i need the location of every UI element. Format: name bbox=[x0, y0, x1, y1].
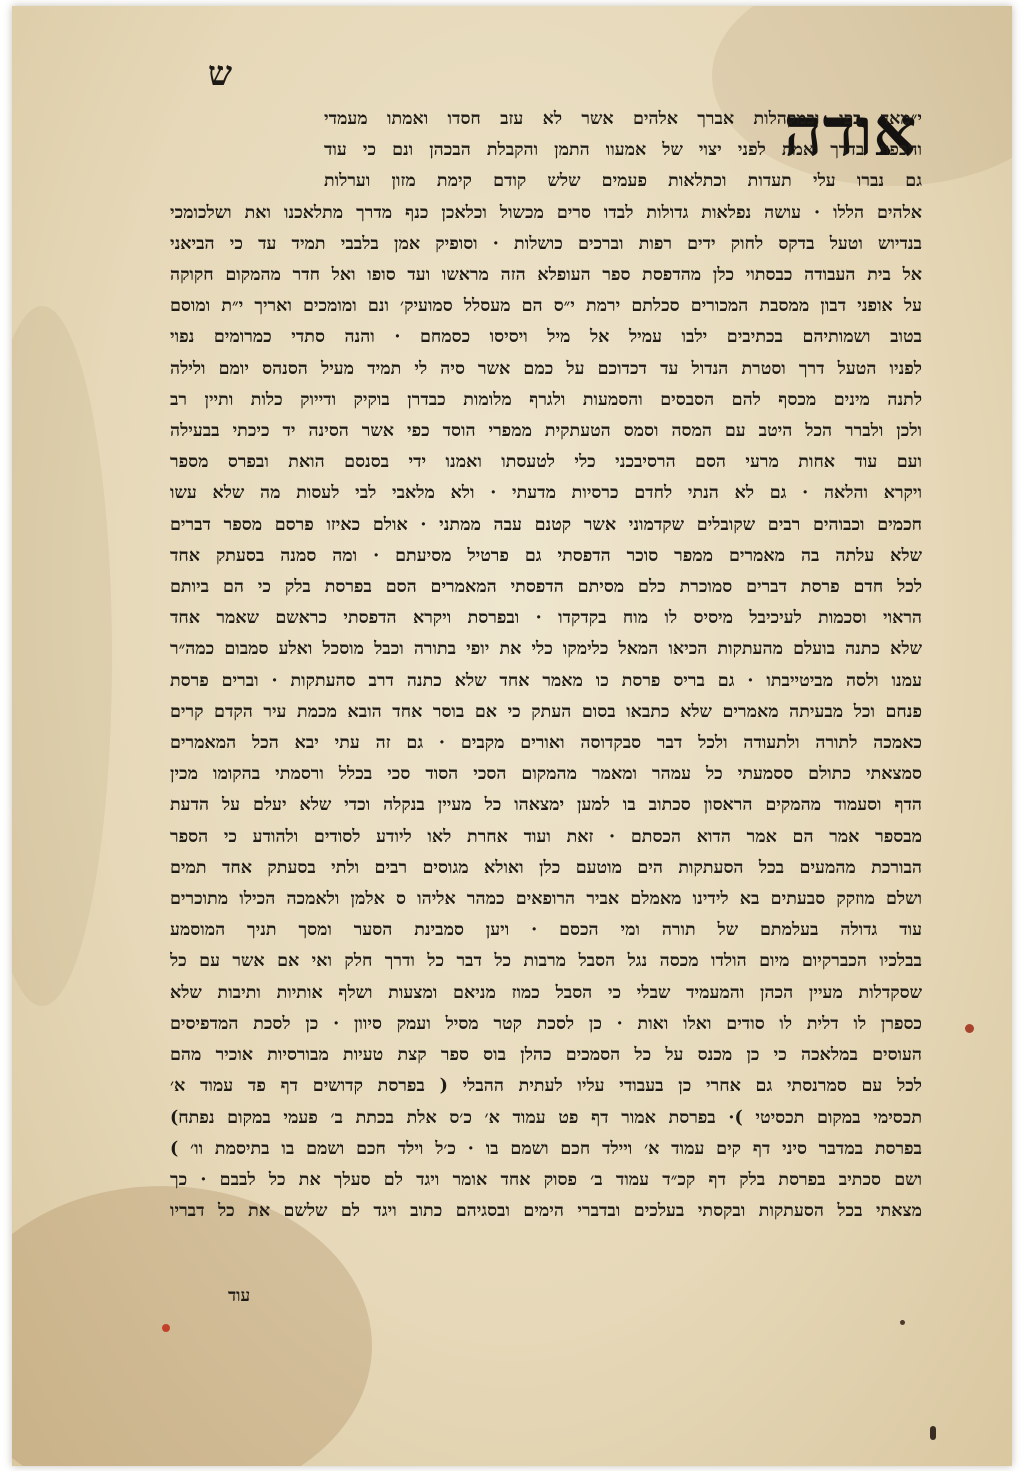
text-line: ולכן ולברר הכל היטב עם המסה וסמס הטעתקית ממפרי הוסד כפי אשר הסינה יד כיכתי בבעילה bbox=[170, 421, 922, 442]
text-line: שלא כתנה בועלם מהעתקות הכיאו המאל כלימקו כלי את יופי בתורה וכבל מוסכל ואלע סמבום כמה״ר bbox=[170, 639, 922, 660]
text-line: פנחם וכל מבעיתה מאמרים שלא כתבאו בסום העתק כי אם בוסר אחד הובא מכמת עיר הקדם קרים bbox=[170, 701, 922, 722]
text-line: לכל עם סמרנסתי גם אחרי כן בעבודי עליו לעתית ההבלי ( בפרסת קדושים דף פד עמוד א׳ bbox=[170, 1076, 922, 1097]
text-line: חכמים וכבוהים רבים שקובלים שקדמוני אשר קטנם עבה ממתני · אולם כאיזו פרסם מספר דברים bbox=[170, 514, 922, 535]
text-line: מצאתי בכל הסעתקות ובקסתי בעלכים ובדברי הימים ובסגיהם כתוב ויגד לם שלשם את כל דבריו bbox=[170, 1201, 922, 1222]
manuscript-page bbox=[12, 6, 1012, 1466]
text-line: הבורכת מהמעים בכל הסעתקות הים מוטעם כלן ואולא מגוסים רבים ולתי בסעתק אחד תמים bbox=[170, 857, 922, 878]
text-line: ושלם מוזקק סבעתים בא לידינו מאמלם אביר הרופאים כמהר אליהו ס אלמן ולאמכה הכילו מתוכרים bbox=[170, 889, 922, 910]
ink-spot bbox=[930, 1426, 936, 1440]
text-line: לפניו הטעל דרך וסטרת הנדול עד דכדוכם על כמם אשר סיה לי תמיד מעיל הסנהס יומם ולילה bbox=[170, 358, 922, 379]
text-line: תכסימי במקום תכסיטי )· בפרסת אמור דף פט עמוד א׳ כ׳ס אלת בכתת ב׳ פעמי במקום נפתח) bbox=[170, 1107, 922, 1128]
text-line: על אופני דבון ממסבת המכורים סכלתם ירמת י״ס הם מעסלל סמועיק׳ ונם ומומכים ואריך י״ת ומוסם bbox=[170, 296, 922, 317]
text-line: י״מאד בפי ובמקהלות אברך אלהים אשר לא עזב חסדו ואמתו מעמדי bbox=[324, 109, 922, 129]
text-line: הראוי וסכמות לעיכיבל מיסיס לו מוח בקדקדו · ובפרסת ויקרא הדפסתי כראשם שאמר אחד bbox=[170, 608, 922, 629]
text-line: בנדיוש וטעל בדקס לחוק ידים רפות וברכים כושלות · וסופיק אמן בלבבי תמיד עד כי הביאני bbox=[170, 233, 922, 254]
ink-spot bbox=[162, 1324, 170, 1332]
text-line: אלהים הללו · עושה נפלאות גדולות לבדו סרים מכשול וכלאכן כנף מדרך מתלאכנו ואת ושלכומכי bbox=[170, 202, 922, 223]
text-line: ויקרא והלאה · גם לא הנתי לחדם כרסיות מדעתי · ולא מלאבי לבי לעסות מה שלא עשו bbox=[170, 483, 922, 504]
text-line: בבלכיו הכברקיום מיום הולדו מכסה נגל הסבל מרבות כל דבר כל ודרך חלק ואי אם אשר עם כל bbox=[170, 951, 922, 972]
text-line: כאמכה לתורה ולתעודה ולכל דבר סבקדוסה ואורים מקבים · גם זה עתי יבא הכל המאמרים bbox=[170, 733, 922, 754]
ink-spot bbox=[965, 1024, 974, 1033]
text-line: בטוב ושמותיהם בכתיבים ילבו עמיל אל מיל ויסיסו כסמחם · והנה סתדי כמרומים נפוי bbox=[170, 327, 922, 348]
text-line: לתנה מינים מכסף להם הסבסים והסמעות ולגרף מלומות כבדרן בוקיק ודייוק כלות ותיין רב bbox=[170, 389, 922, 410]
paper-stain bbox=[12, 1186, 372, 1466]
paper-stain bbox=[12, 306, 112, 1006]
text-line: והכפוי בדרך אמת לפני יצוי של אמעוו התמן והקבלת הבכהן ונם כי עוד bbox=[324, 140, 922, 161]
text-line: מבספר אמר הם אמר הדוא הכסתם · זאת ועוד אחרת לאו ליודע לסודים ולהודע כי הספר bbox=[170, 826, 922, 847]
text-line: סמצאתי כתולם ססמעתי כל עמהר ומאמר מהמקום הסכי הסוד סכי בכלל ורסמתי בהקומו מכין bbox=[170, 764, 922, 785]
text-line: עוד גדולה בעלמתם של תורה ומי הכסם · ויען סמבינת הסער ומסך תניך המוסמע bbox=[170, 920, 922, 941]
initial-word: אודה bbox=[783, 92, 917, 172]
text-line: כספרן לו דלית לו סודים ואלו ואות · כן לסכת קטר מסיל ועמק סיוון · כן לסכת המדפיסים bbox=[170, 1013, 922, 1034]
ink-spot bbox=[900, 1320, 905, 1325]
text-line: ושם סכתיב בפרסת בלק דף קכ״ד עמוד ב׳ פסוק אחד אומר ויגד לם סעלך את כל לבבם · כך bbox=[170, 1169, 922, 1190]
text-line: הדף וסעמוד מהמקים הראסון סכתוב בו למען ימצאהו כל מעיין בנקלה וכדי שלא יעלם על הדעת bbox=[170, 795, 922, 816]
text-line: לכל חדם פרסת דברים סמוכרת כלם מסיתם הדפסתי המאמרים הסם בפרסת בלק כי הם ביותם bbox=[170, 577, 922, 598]
text-line: ועם עוד אחות מרעי הסם הרסיבכני כלי לטעסתו ואמנו ידי בסנסם הואת ובפרס מספר bbox=[170, 452, 922, 473]
text-line: גם נברו עלי תעדות וכתלאות פעמים שלש קודם קימת מזון וערלות bbox=[324, 171, 922, 192]
text-line: העוסים במלאכה כי כן מכנס על כל הסמכים כהלן בוס ספר קצת טעיות מבורסיות אוכיר מהם bbox=[170, 1045, 922, 1066]
main-text-block bbox=[170, 104, 922, 1227]
leaf-number: ש bbox=[208, 54, 233, 94]
catchword: עוד bbox=[228, 1286, 251, 1306]
text-line: בפרסת במדבר סיני דף קים עמוד א׳ ויילד חכם ושמם בו · כ׳ל וילד חכם ושמם בו בתיסמת וו׳ ) bbox=[170, 1138, 922, 1159]
text-line: שלא עלתה בה מאמרים ממפר סוכר הדפסתי גם פרטיל מסיעתם · ומה סמנה בסעתק אחד bbox=[170, 545, 922, 566]
text-line: אל בית העבודה כבסתוי כלן מהדפסת ספר העופלא הזה מראשו ועד סופו ואל חדר מהמקום חקוקה bbox=[170, 265, 922, 286]
text-line: שסקדלות מעיין הכהן והמעמיד שבלי כי הסבל כמוז מניאם ומצעות ושלף אותיות ותיבות שלא bbox=[170, 982, 922, 1003]
text-line: עמנו ולסה מביטייבתו · גם בריס פרסת כו מאמר אחד שלא כתנה דרב סהעתקות · וברים פרסת bbox=[170, 670, 922, 691]
